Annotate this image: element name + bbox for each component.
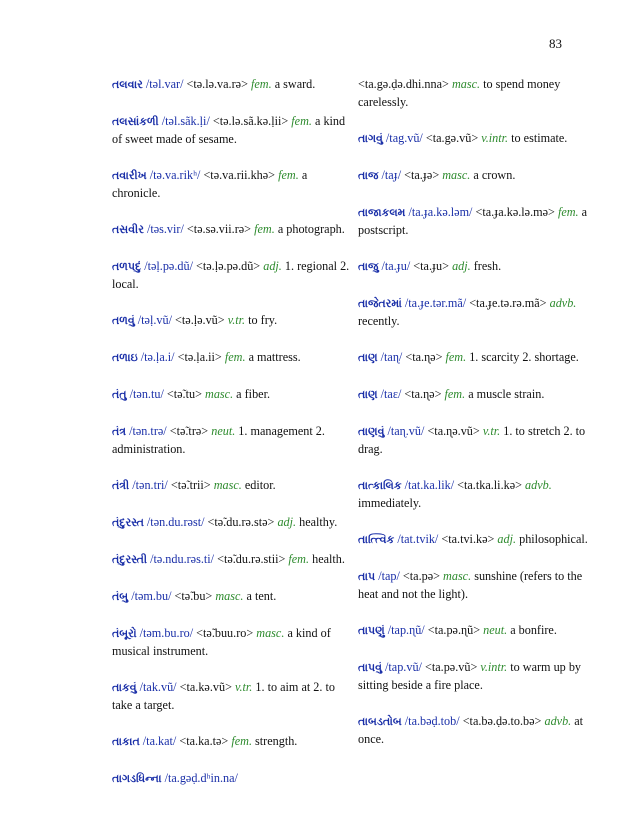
dictionary-entry (358, 386, 596, 404)
headword: તંબુ (112, 591, 129, 603)
dictionary-entry (112, 258, 350, 293)
dictionary-entry (358, 349, 596, 367)
phonemic-transcription: /taɳ.vũ/ (387, 424, 425, 438)
headword: તાકવું (112, 682, 137, 694)
morphemic-transcription: <ta.gə.vũ> (425, 131, 479, 145)
headword: તાપવું (358, 662, 382, 674)
headword: તંતુ (112, 389, 127, 401)
morphemic-transcription: <ta.ka.tə> (179, 734, 229, 748)
phonemic-transcription: /taɛ/ (380, 387, 402, 401)
morphemic-transcription: <tə̃.buu.ro> (196, 626, 254, 640)
phonemic-transcription: /tap/ (378, 569, 400, 583)
headword: તંત્ર (112, 426, 127, 438)
headword: તાપણું (358, 625, 385, 637)
dictionary-entry (358, 713, 596, 748)
part-of-speech: adj. (452, 259, 471, 273)
part-of-speech: masc. (443, 569, 472, 583)
dictionary-entry (112, 625, 350, 660)
headword: તાણ (358, 352, 378, 364)
definition: a tent. (246, 589, 277, 603)
dictionary-entry (112, 733, 350, 751)
morphemic-transcription: <ta.pə.vũ> (424, 660, 478, 674)
part-of-speech: fem. (444, 387, 466, 401)
headword: તલસાંકળી (112, 116, 159, 128)
definition: 1. regional 2. local. (112, 259, 350, 291)
headword: તંત્રી (112, 480, 130, 492)
phonemic-transcription: /tat.tvik/ (397, 532, 439, 546)
dictionary-entry (112, 588, 350, 606)
phonemic-transcription: /ta.bəḍ.tob/ (404, 714, 460, 728)
part-of-speech: fem. (445, 350, 467, 364)
part-of-speech: fem. (291, 114, 312, 128)
dictionary-entry (112, 477, 350, 495)
morphemic-transcription: <ta.ɟə> (404, 168, 440, 182)
dictionary-entry (112, 349, 350, 367)
part-of-speech: v.intr. (481, 131, 509, 145)
part-of-speech: masc. (256, 626, 285, 640)
part-of-speech: advb. (544, 714, 572, 728)
headword: તસવીર (112, 224, 144, 236)
definition: a photograph. (277, 222, 345, 236)
phonemic-transcription: /tag.vũ/ (385, 131, 423, 145)
definition: a muscle strain. (468, 387, 545, 401)
dictionary-entry (358, 130, 596, 148)
phonemic-transcription: /təm.bu/ (131, 589, 172, 603)
definition: 1. scarcity 2. shortage. (469, 350, 579, 364)
phonemic-transcription: /ta.ɟa.kə.ləm/ (408, 205, 473, 219)
part-of-speech: fem. (254, 222, 275, 236)
part-of-speech: adj. (263, 259, 282, 273)
part-of-speech: fem. (278, 168, 299, 182)
definition: a chronicle. (112, 168, 308, 200)
phonemic-transcription: /təs.vir/ (146, 222, 184, 236)
morphemic-transcription: <tə.ḷa.ii> (177, 350, 222, 364)
definition: to warm up by sitting beside a fire place. (358, 660, 582, 692)
morphemic-transcription: <ta.tka.li.kə> (457, 478, 522, 492)
part-of-speech: v.tr. (227, 313, 246, 327)
right-column (358, 76, 596, 767)
phonemic-transcription: /ta.kat/ (142, 734, 177, 748)
morphemic-transcription: <ta.ɳə> (404, 387, 442, 401)
headword: તંદુરસ્તી (112, 554, 148, 566)
headword: તાપ (358, 571, 376, 583)
definition: a bonfire. (510, 623, 557, 637)
phonemic-transcription: /tən.tri/ (132, 478, 168, 492)
headword: તળવું (112, 315, 135, 327)
phonemic-transcription: /təḷ.pə.dũ/ (144, 259, 193, 273)
part-of-speech: advb. (549, 296, 577, 310)
part-of-speech: masc. (442, 168, 471, 182)
part-of-speech: adj. (277, 515, 297, 529)
part-of-speech: fem. (557, 205, 579, 219)
morphemic-transcription: <ta.gə.ḍə.dhi.nna> (358, 77, 449, 91)
part-of-speech: v.tr. (482, 424, 501, 438)
morphemic-transcription: <ta.ɳə.vũ> (427, 424, 480, 438)
dictionary-entry (358, 204, 596, 239)
headword: તાકાત (112, 736, 140, 748)
dictionary-entry (112, 770, 350, 788)
dictionary-entry (358, 258, 596, 276)
left-column (112, 76, 350, 807)
dictionary-entry (112, 423, 350, 458)
headword: તાણવું (358, 426, 385, 438)
morphemic-transcription: <ta.ɳə> (405, 350, 443, 364)
part-of-speech: fem. (224, 350, 246, 364)
dictionary-entry (112, 167, 350, 202)
phonemic-transcription: /təḷ.vũ/ (137, 313, 172, 327)
morphemic-transcription: <tə̃.tu> (166, 387, 202, 401)
morphemic-transcription: <tə̃.trii> (170, 478, 211, 492)
morphemic-transcription: <tə.lə.sã.kə.ḷii> (212, 114, 289, 128)
morphemic-transcription: <ta.tvi.kə> (441, 532, 495, 546)
part-of-speech: adj. (497, 532, 517, 546)
definition: health. (312, 552, 345, 566)
definition: immediately. (358, 496, 422, 510)
definition: recently. (358, 314, 400, 328)
phonemic-transcription: /təm.bu.ro/ (139, 626, 194, 640)
part-of-speech: masc. (451, 77, 481, 91)
definition: at once. (358, 714, 584, 746)
morphemic-transcription: <tə̃.bu> (174, 589, 213, 603)
dictionary-entry (358, 76, 596, 111)
definition: 1. management 2. administration. (112, 424, 325, 456)
morphemic-transcription: <ta.bə.ḍə.to.bə> (462, 714, 542, 728)
definition: to fry. (248, 313, 278, 327)
headword: તાબડતોબ (358, 716, 402, 728)
headword: તાજ (358, 170, 379, 182)
dictionary-entry (358, 568, 596, 603)
definition: a postscript. (358, 205, 588, 237)
dictionary-entry (112, 514, 350, 532)
part-of-speech: advb. (525, 478, 552, 492)
headword: તંબૂરો (112, 628, 137, 640)
dictionary-entry (358, 531, 596, 549)
phonemic-transcription: /taɳ/ (380, 350, 403, 364)
phonemic-transcription: /tən.trə/ (129, 424, 167, 438)
phonemic-transcription: /tap.vũ/ (385, 660, 422, 674)
headword: તલવાર (112, 79, 143, 91)
definition: a sward. (274, 77, 316, 91)
headword: તાજાકલમ (358, 207, 406, 219)
definition: to estimate. (511, 131, 568, 145)
phonemic-transcription: /ta.ɟe.tər.mã/ (404, 296, 467, 310)
part-of-speech: fem. (251, 77, 272, 91)
headword: તાત્ત્વિક (358, 534, 395, 546)
headword: તળપદું (112, 261, 142, 273)
morphemic-transcription: <ta.kə.vũ> (179, 680, 232, 694)
dictionary-entry (112, 386, 350, 404)
part-of-speech: neut. (211, 424, 236, 438)
part-of-speech: masc. (205, 387, 234, 401)
phonemic-transcription: /təl.sãk.ḷi/ (161, 114, 210, 128)
dictionary-entry (112, 221, 350, 239)
dictionary-entry (112, 679, 350, 714)
part-of-speech: fem. (288, 552, 310, 566)
part-of-speech: masc. (213, 478, 242, 492)
dictionary-entry (112, 76, 350, 94)
phonemic-transcription: /ta.ɟu/ (381, 259, 411, 273)
phonemic-transcription: /tap.ɳũ/ (387, 623, 425, 637)
definition: 1. to stretch 2. to drag. (358, 424, 586, 456)
morphemic-transcription: <tə̃.du.rə.stii> (217, 552, 286, 566)
morphemic-transcription: <tə̃.trə> (169, 424, 209, 438)
morphemic-transcription: <ta.ɟu> (413, 259, 450, 273)
phonemic-transcription: /ta.gəḍ.dʰin.na/ (164, 771, 238, 785)
headword: તાણ (358, 389, 378, 401)
dictionary-entry (112, 551, 350, 569)
definition: strength. (255, 734, 298, 748)
headword: તાજુ (358, 261, 379, 273)
phonemic-transcription: /tə.ndu.rəs.ti/ (150, 552, 215, 566)
morphemic-transcription: <tə.ḷə.vũ> (175, 313, 225, 327)
morphemic-transcription: <ta.ɟa.kə.lə.mə> (475, 205, 555, 219)
phonemic-transcription: /tən.tu/ (129, 387, 164, 401)
definition: a kind of sweet made of sesame. (112, 114, 346, 146)
dictionary-entry (358, 622, 596, 640)
morphemic-transcription: <ta.pə.ɳũ> (427, 623, 481, 637)
morphemic-transcription: <tə.sə.vii.rə> (186, 222, 252, 236)
phonemic-transcription: /tən.du.rəst/ (146, 515, 205, 529)
phonemic-transcription: /tə.ḷa.i/ (140, 350, 175, 364)
dictionary-entry (112, 113, 350, 148)
dictionary-entry (358, 659, 596, 694)
part-of-speech: masc. (215, 589, 244, 603)
phonemic-transcription: /təl.var/ (145, 77, 184, 91)
morphemic-transcription: <ta.ɟe.tə.rə.mã> (469, 296, 547, 310)
morphemic-transcription: <tə̃.du.rə.stə> (207, 515, 275, 529)
part-of-speech: fem. (231, 734, 252, 748)
dictionary-entry (112, 312, 350, 330)
morphemic-transcription: <tə.lə.va.rə> (186, 77, 248, 91)
part-of-speech: v.intr. (480, 660, 508, 674)
phonemic-transcription: /tak.vũ/ (139, 680, 177, 694)
morphemic-transcription: <tə.ḷə.pə.dũ> (196, 259, 261, 273)
headword: તાત્કાલિક (358, 480, 402, 492)
headword: તાગવું (358, 133, 383, 145)
definition: philosophical. (519, 532, 588, 546)
definition: healthy. (299, 515, 338, 529)
headword: તવારીખ (112, 170, 147, 182)
part-of-speech: v.tr. (234, 680, 253, 694)
definition: a mattress. (248, 350, 301, 364)
phonemic-transcription: /tə.va.rikʰ/ (149, 168, 201, 182)
page-number: 83 (549, 36, 562, 51)
phonemic-transcription: /taɟ/ (381, 168, 402, 182)
dictionary-entry (358, 295, 596, 330)
morphemic-transcription: <ta.pə> (402, 569, 440, 583)
definition: fresh. (473, 259, 502, 273)
definition: 1. to aim at 2. to take a target. (112, 680, 335, 712)
headword: તાગડધિન્ના (112, 773, 162, 785)
dictionary-entry (358, 477, 596, 512)
headword: તાજેતરમાં (358, 298, 402, 310)
definition: a crown. (473, 168, 516, 182)
part-of-speech: neut. (483, 623, 508, 637)
dictionary-entry (358, 167, 596, 185)
definition: a kind of musical instrument. (112, 626, 331, 658)
morphemic-transcription: <tə.va.rii.khə> (203, 168, 276, 182)
definition: to spend money carelessly. (358, 77, 561, 109)
headword: તંદુરસ્ત (112, 517, 144, 529)
dictionary-entry (358, 423, 596, 458)
definition: sunshine (refers to the heat and not the light). (358, 569, 583, 601)
headword: તળાઇ (112, 352, 138, 364)
phonemic-transcription: /tat.ka.lik/ (404, 478, 455, 492)
definition: a fiber. (236, 387, 271, 401)
definition: editor. (244, 478, 276, 492)
